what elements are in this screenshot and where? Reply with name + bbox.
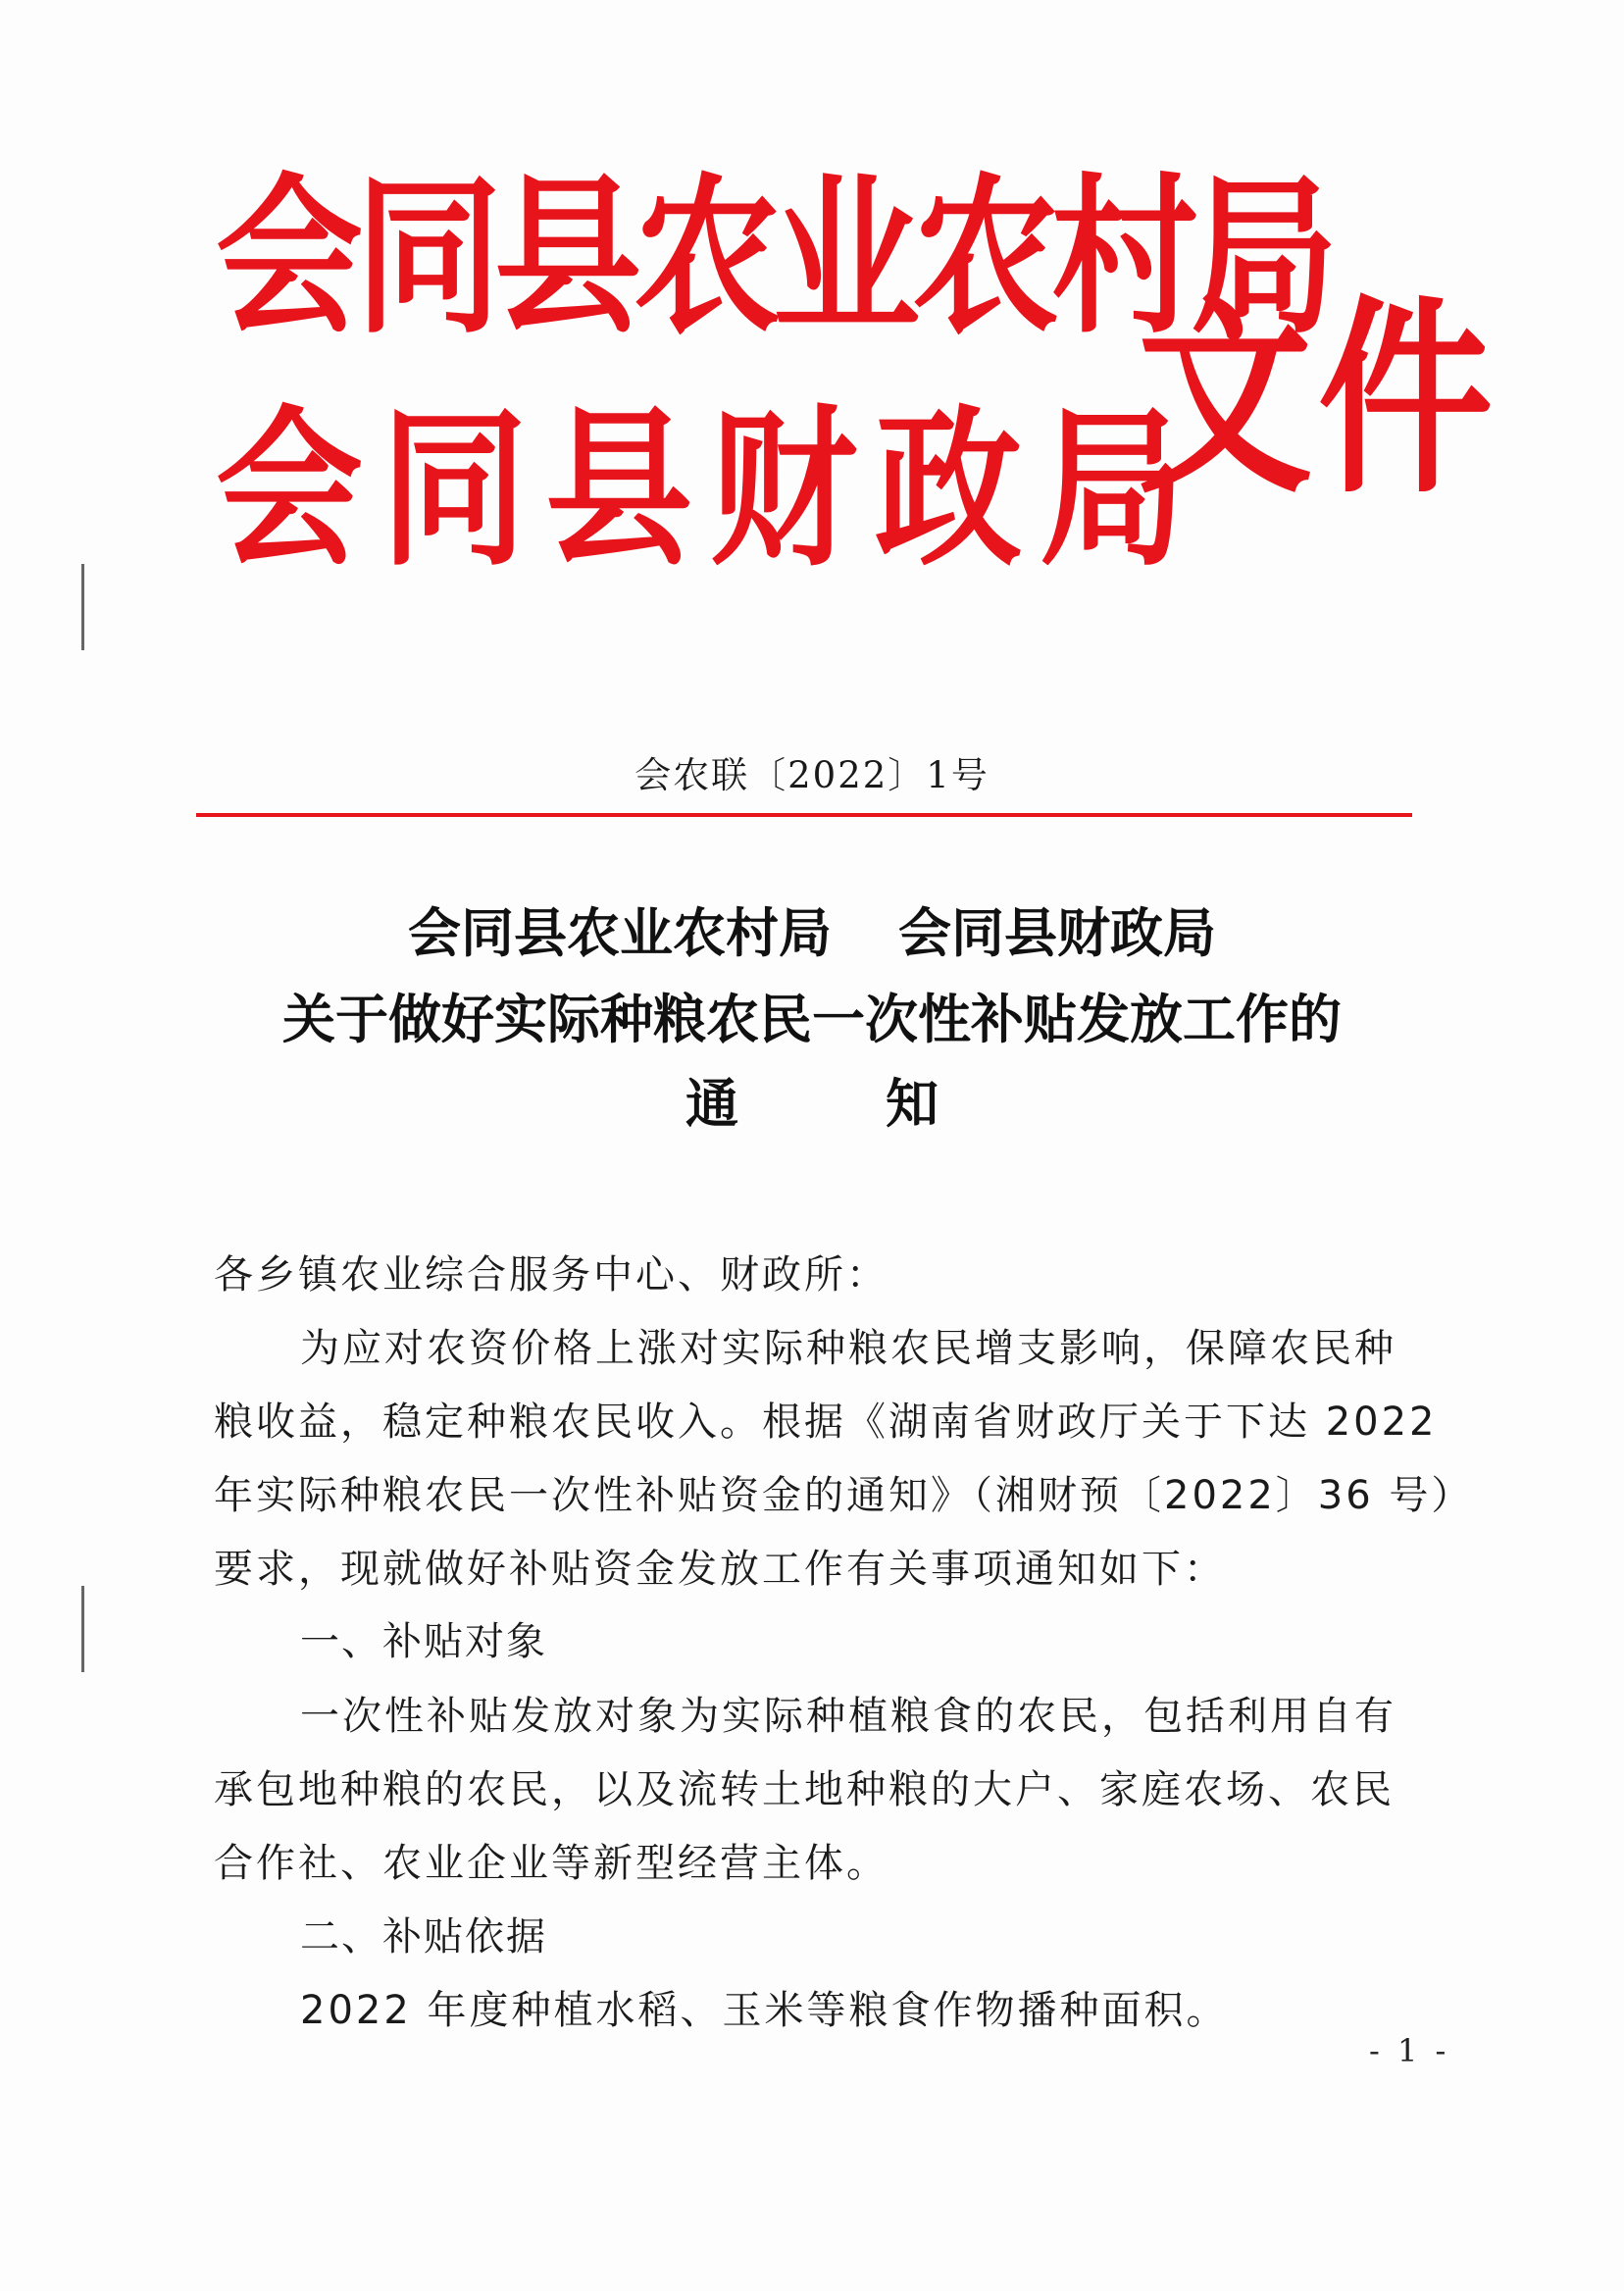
addressee: 各乡镇农业综合服务中心、财政所： (214, 1252, 888, 1298)
title-notice-char-1: 通 (685, 1072, 738, 1135)
red-separator-line (196, 813, 1412, 817)
title-line-2: 关于做好实际种粮农民一次性补贴发放工作的 (282, 988, 1342, 1050)
masthead-agency-2: 会同县财政局 (216, 388, 1205, 590)
title-line-3 (0, 1072, 1624, 1135)
intro-line-3: 年实际种粮农民一次性补贴资金的通知》（湘财预〔2022〕36 号） (214, 1473, 1474, 1518)
section-1-line-2: 承包地种粮的农民，以及流转土地种粮的大户、家庭农场、农民 (214, 1767, 1395, 1812)
section-1-line-1: 一次性补贴发放对象为实际种植粮食的农民，包括利用自有 (300, 1694, 1396, 1739)
binding-mark-bottom (81, 1586, 84, 1672)
intro-line-2: 粮收益，稳定种粮农民收入。根据《湖南省财政厅关于下达 2022 (214, 1400, 1438, 1445)
section-1-line-3: 合作社、农业企业等新型经营主体。 (214, 1841, 888, 1886)
title-notice-char-2: 知 (886, 1072, 939, 1135)
masthead-agency-1: 会同县农业农村局 (216, 156, 1331, 358)
title-line-1 (0, 901, 1624, 964)
document-number: 会农联〔2022〕1号 (634, 754, 990, 796)
section-1-heading: 一、补贴对象 (300, 1619, 547, 1664)
intro-line-1: 为应对农资价格上涨对实际种粮农民增支影响，保障农民种 (300, 1326, 1396, 1371)
binding-mark-top (81, 564, 84, 650)
title-issuer-2: 会同县财政局 (898, 901, 1216, 964)
masthead-document-label: 文件 (1138, 275, 1498, 522)
page-number: - 1 - (1369, 2032, 1450, 2069)
title-issuer-1: 会同县农业农村局 (408, 901, 832, 964)
intro-line-4: 要求，现就做好补贴资金发放工作有关事项通知如下： (214, 1547, 1226, 1592)
section-2-heading: 二、补贴依据 (300, 1914, 547, 1960)
section-2-line-1: 2022 年度种植水稻、玉米等粮食作物播种面积。 (300, 1988, 1229, 2033)
